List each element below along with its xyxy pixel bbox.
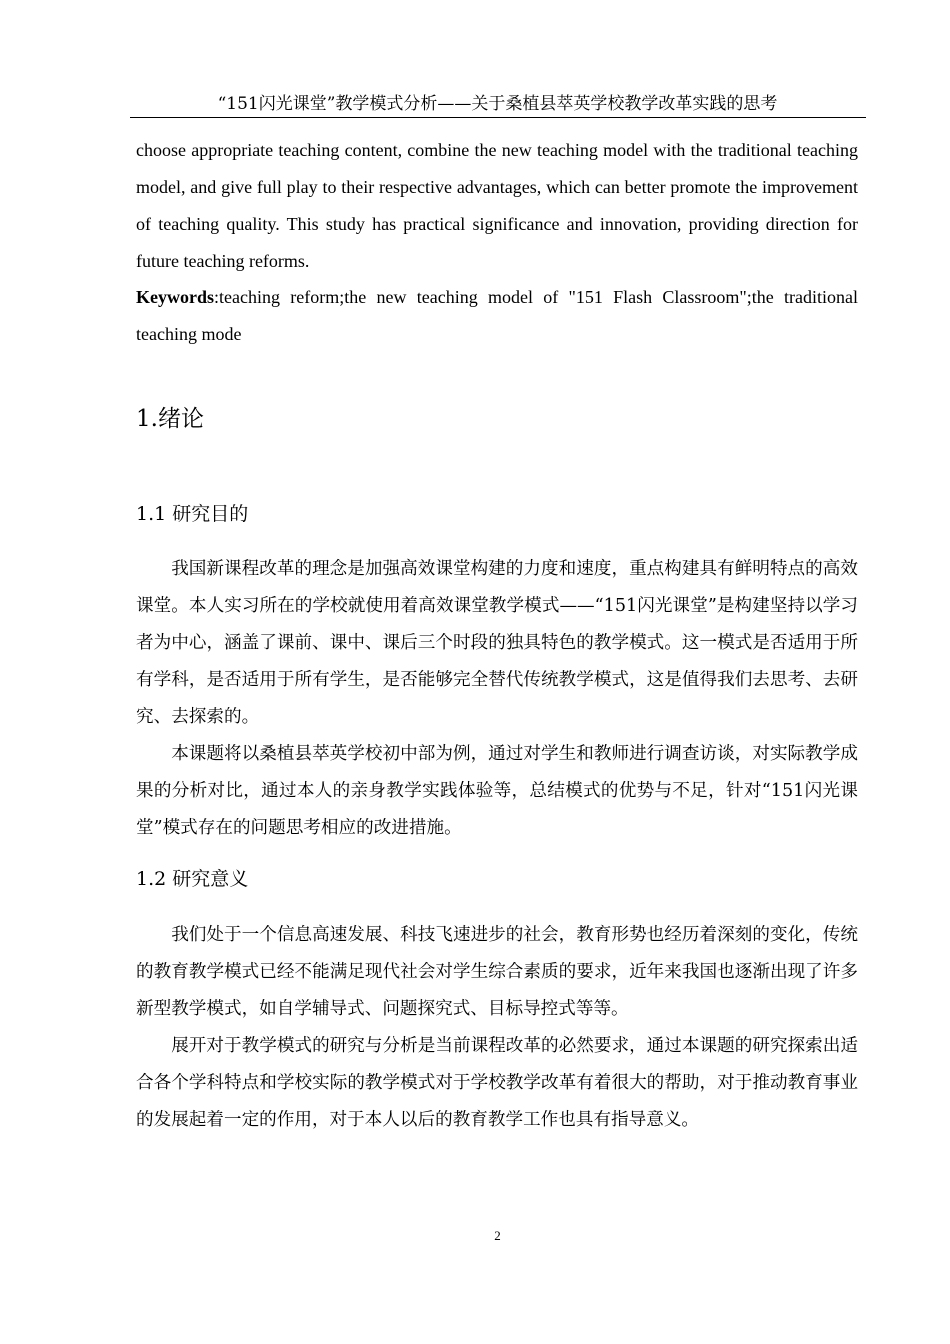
section-1-heading: 1.绪论 (136, 406, 204, 432)
section-1-2-heading: 1.2 研究意义 (136, 868, 249, 890)
section-1-1-paragraph-2: 本课题将以桑植县萃英学校初中部为例，通过对学生和教师进行调查访谈，对实际教学成果的分析对比，通过本人的亲身教学实践体验等，总结模式的优势与不足，针对“151闪光课堂”模式存在的问题思考相应的改进措施。 (136, 744, 858, 838)
header-divider (130, 117, 866, 118)
page-header-title: “151闪光课堂”教学模式分析——关于桑植县萃英学校教学改革实践的思考 (217, 94, 778, 114)
page-number: 2 (494, 1228, 501, 1243)
keywords-line (136, 279, 858, 353)
section-1-2-paragraph-1: 我们处于一个信息高速发展、科技飞速进步的社会，教育形势也经历着深刻的变化，传统的教育教学模式已经不能满足现代社会对学生综合素质的要求，近年来我国也逐渐出现了许多新型教学模式，如自学辅导式、问题探究式、目标导控式等等。 (136, 925, 858, 1019)
section-1-2-paragraph-2: 展开对于教学模式的研究与分析是当前课程改革的必然要求，通过本课题的研究探索出适合各个学科特点和学校实际的教学模式对于学校教学改革有着很大的帮助，对于推动教育事业的发展起着一定的作用，对于本人以后的教育教学工作也具有指导意义。 (136, 1036, 858, 1130)
section-1-1-heading: 1.1 研究目的 (136, 503, 249, 525)
keywords-label: Keywords (136, 287, 214, 307)
abstract-english-continuation: choose appropriate teaching content, combine the new teaching model with the traditional teaching model, and give full play to their respective advantages, which can better promote the improvement of teaching quality. This study has practical significance and innovation, providing direction for future teaching reforms. (136, 140, 858, 271)
keywords-text: :teaching reform;the new teaching model of "151 Flash Classroom";the traditional teaching mode (136, 287, 858, 344)
section-1-1-paragraph-1: 我国新课程改革的理念是加强高效课堂构建的力度和速度，重点构建具有鲜明特点的高效课堂。本人实习所在的学校就使用着高效课堂教学模式——“151闪光课堂”是构建坚持以学习者为中心，涵盖了课前、课中、课后三个时段的独具特色的教学模式。这一模式是否适用于所有学科，是否适用于所有学生，是否能够完全替代传统教学模式，这是值得我们去思考、去研究、去探索的。 (136, 559, 858, 727)
